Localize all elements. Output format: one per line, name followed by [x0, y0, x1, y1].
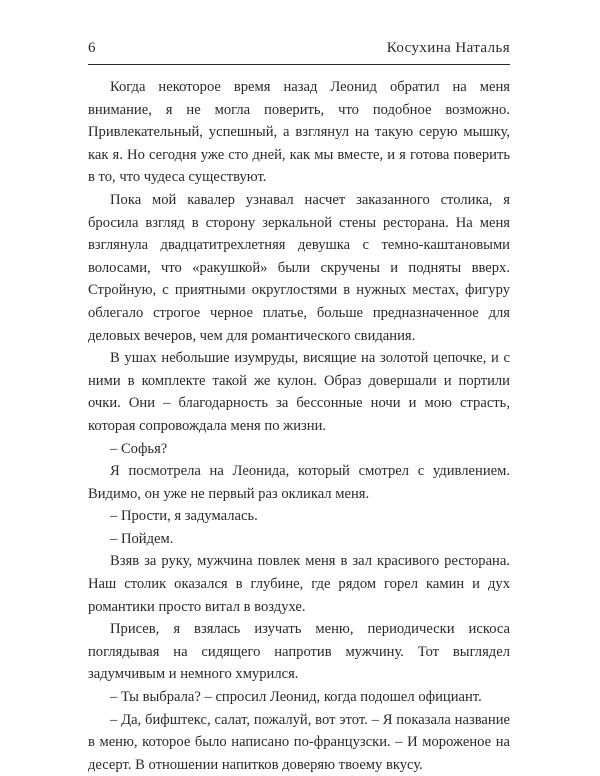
paragraph: Я посмотрела на Леонида, который смотрел с удивлением. Видимо, он уже не первый раз окликал меня. — [88, 463, 510, 502]
paragraph: Присев, я взялась изучать меню, периодически искоса поглядывая на сидящего напротив мужчину. Тот выглядел задумчивым и немного хмурился. — [88, 621, 510, 683]
running-head-author: Косухина Наталья — [386, 40, 510, 56]
paragraph: В ушах небольшие изумруды, висящие на золотой цепочке, и с ними в комплекте такой же кулон. Образ довершали и портили очки. Они – благодарность за бессонные ночи и мою страсть, которая сопровождала меня по жизни. — [88, 350, 510, 434]
page-number: 6 — [88, 40, 96, 56]
page-header — [88, 40, 510, 62]
paragraph: – Прости, я задумалась. — [110, 508, 258, 525]
paragraph: Взяв за руку, мужчина повлек меня в зал красивого ресторана. Наш столик оказался в глубине, где рядом горел камин и дух романтики просто витал в воздухе. — [88, 553, 510, 615]
paragraph: – Да, бифштекс, салат, пожалуй, вот этот. – Я показала название в меню, которое было написано по-французски. – И мороженое на десерт. В отношении напитков доверяю твоему вкусу. — [88, 711, 510, 773]
body-text — [88, 76, 510, 776]
paragraph: – Софья? — [110, 440, 168, 457]
paragraph: Пока мой кавалер узнавал насчет заказанного столика, я бросила взгляд в сторону зеркальной стены ресторана. На меня взглянула двадцатитрехлетняя девушка с темно-каштановыми волосами, что «ракушкой» были скручены и подняты вверх. Стройную, с приятными округлостями в нужных местах, фигуру облегало строгое черное платье, больше предназначенное для деловых вечеров, чем для романтического свидания. — [88, 191, 510, 344]
header-rule — [88, 64, 510, 65]
paragraph: Когда некоторое время назад Леонид обратил на меня внимание, я не могла поверить, что подобное возможно. Привлекательный, успешный, а взглянул на такую серую мышку, как я. Но сегодня уже сто дней, как мы вместе, и я готова поверить в то, что чудеса существуют. — [88, 79, 510, 186]
paragraph: – Ты выбрала? – спросил Леонид, когда подошел официант. — [110, 689, 482, 706]
paragraph: – Пойдем. — [110, 530, 174, 547]
